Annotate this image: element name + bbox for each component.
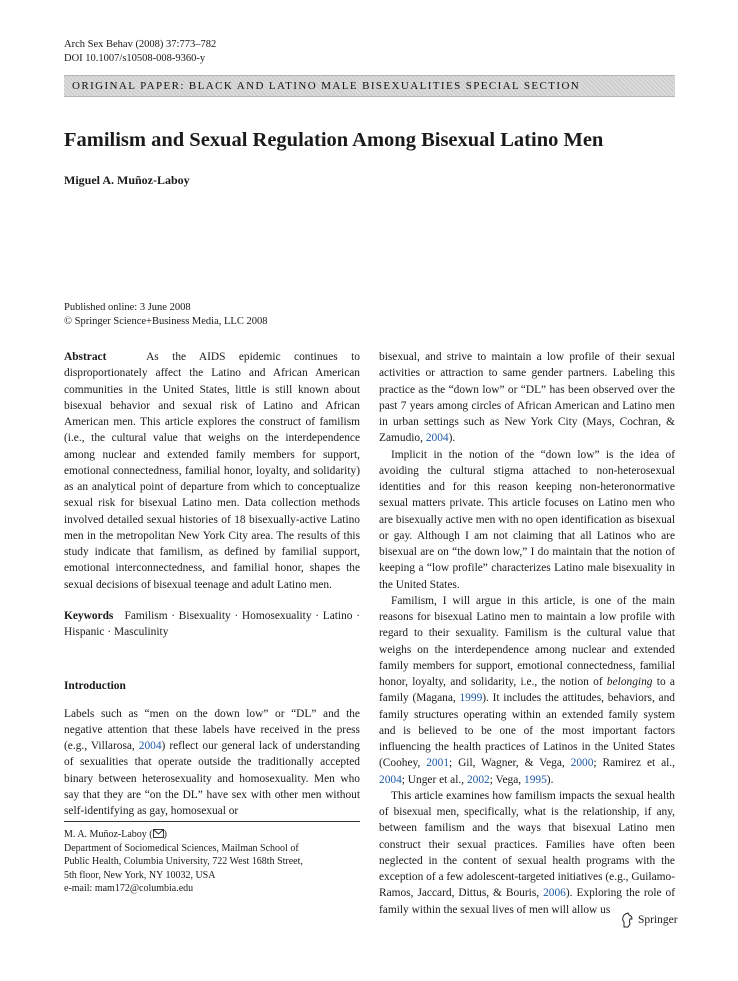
- published-online: Published online: 3 June 2008: [64, 302, 191, 313]
- paragraph: Labels such as “men on the down low” or “DL” and the negative attention that these labels have received in the press (e.g., Villarosa, 2004) reflect our general lack of understanding of sexualities that operate outside the traditionally accepted binary between heterosexuality and homosexuality. Men who say that they are “on the DL” have sex with other men without self-identifying as gay, homosexual or: [64, 707, 360, 817]
- section-banner: ORIGINAL PAPER: BLACK AND LATINO MALE BISEXUALITIES SPECIAL SECTION: [64, 75, 675, 97]
- citation-link[interactable]: 1999: [459, 692, 483, 705]
- affiliation-line: Public Health, Columbia University, 722 West 168th Street,: [64, 856, 303, 867]
- doi-link[interactable]: DOI 10.1007/s10508-008-9360-y: [64, 53, 206, 64]
- affiliation-line: Department of Sociomedical Sciences, Mailman School of: [64, 842, 299, 854]
- keywords: [64, 608, 360, 641]
- keywords-label: Keywords: [64, 609, 114, 622]
- citation-link[interactable]: 2006: [543, 887, 566, 900]
- keywords-text: Familism · Bisexuality · Homosexuality · Latino · Hispanic · Masculinity: [64, 609, 360, 638]
- right-column: [379, 349, 675, 918]
- left-column: [64, 349, 360, 819]
- journal-citation: Arch Sex Behav (2008) 37:773–782: [64, 39, 217, 50]
- paragraph: Implicit in the notion of the “down low” is the idea of avoiding the cultural stigma attached to non-heterosexual identities and for this reason keeping non-heteronormative sexual matters private. This article focuses on Latino men who are bisexually active men with no open identification as bisexual or gay. Although I am not claiming that all Latinos who are bisexual are on “the down low,” I do maintain that the notion of keeping a “low profile” characterizes Latino male bisexuality in the United States.: [379, 448, 675, 591]
- publisher-logo: [620, 912, 678, 928]
- abstract-label: Abstract: [64, 351, 107, 363]
- citation-link[interactable]: 2004: [138, 740, 162, 752]
- citation-link[interactable]: 2002: [466, 773, 490, 786]
- author-affiliation: [64, 828, 364, 896]
- paragraph: This article examines how familism impacts the sexual health of bisexual men, specifically, what is the relationship, if any, between familism and the ways that bisexual Latino men construct their sexual practices. Families have often been neglected in the content of sexual health programs with the exception of a few adolescent-targeted initiatives (e.g., Guilamo-Ramos, Jaccard, Dittus, & Bouris, 2006). Exploring the role of family within the sexual lives of men will allow us: [379, 789, 675, 916]
- publication-info: [64, 301, 267, 328]
- italic-term: belonging: [606, 676, 653, 688]
- publisher-name: Springer: [638, 914, 678, 926]
- running-header: [64, 38, 216, 66]
- citation-link[interactable]: 1995: [524, 773, 547, 786]
- abstract: [64, 349, 360, 593]
- author-email[interactable]: e-mail: mam172@columbia.edu: [64, 883, 194, 894]
- paragraph: Familism, I will argue in this article, is one of the main reasons for bisexual Latino men to maintain a low profile with regard to their sexuality. Familism is the cultural value that weighs on the interdependence among nuclear and extended family members for support, emotional connectedness, familial honor, loyalty, and solidarity, i.e., the notion of belonging to a family (Magana, 1999). It includes the attitudes, behaviors, and family structures operating within an extended family system and is believed to be one of the most important factors influencing the health practices of Latinos in the United States (Coohey, 2001; Gil, Wagner, & Vega, 2000; Ramirez et al., 2004; Unger et al., 2002; Vega, 1995).: [379, 594, 675, 786]
- section-heading-introduction: Introduction: [64, 680, 126, 693]
- footnote-divider: [64, 821, 360, 822]
- citation-link[interactable]: 2000: [570, 757, 594, 770]
- affiliation-line: 5th floor, New York, NY 10032, USA: [64, 869, 216, 881]
- corresponding-author: M. A. Muñoz-Laboy ( ): [64, 829, 167, 840]
- citation-link[interactable]: 2001: [426, 757, 450, 770]
- citation-link[interactable]: 2004: [379, 773, 402, 786]
- abstract-text: As the AIDS epidemic continues to disproportionately affect the Latino and African American communities in the United States, little is still known about bisexual behavior and sexual risk of Latino and African American men. This article explores the construct of familism (i.e., the cultural value that weighs on the interdependence among nuclear and extended family members for support, emotional connectedness, familial honor, loyalty, and solidarity) as an analytical point of departure from which to conceptualize sexual risk for bisexual Latino men. Data collection methods involved detailed sexual histories of 18 bisexually-active Latino men in the metropolitan New York City area. The results of this study indicate that familism, as defined by familial support, emotional interconnectedness, and familial honor, shapes the sexual decisions of bisexual teenage and adult Latino men.: [64, 351, 360, 591]
- article-title: Familism and Sexual Regulation Among Bisexual Latino Men: [64, 129, 604, 151]
- paragraph: bisexual, and strive to maintain a low profile of their sexual activities or attraction to same gender partners. Labeling this practice as the “down low” or “DL” has been observed over the past 7 years among circles of African American and Latino men in urban settings such as New York City (Mays, Cochran, & Zamudio, 2004).: [379, 351, 675, 445]
- citation-link[interactable]: 2004: [425, 432, 449, 445]
- envelope-icon[interactable]: [153, 829, 164, 838]
- springer-horse-icon: [620, 912, 634, 928]
- copyright-line: © Springer Science+Business Media, LLC 2008: [64, 315, 268, 327]
- author-name[interactable]: Miguel A. Muñoz-Laboy: [64, 173, 190, 187]
